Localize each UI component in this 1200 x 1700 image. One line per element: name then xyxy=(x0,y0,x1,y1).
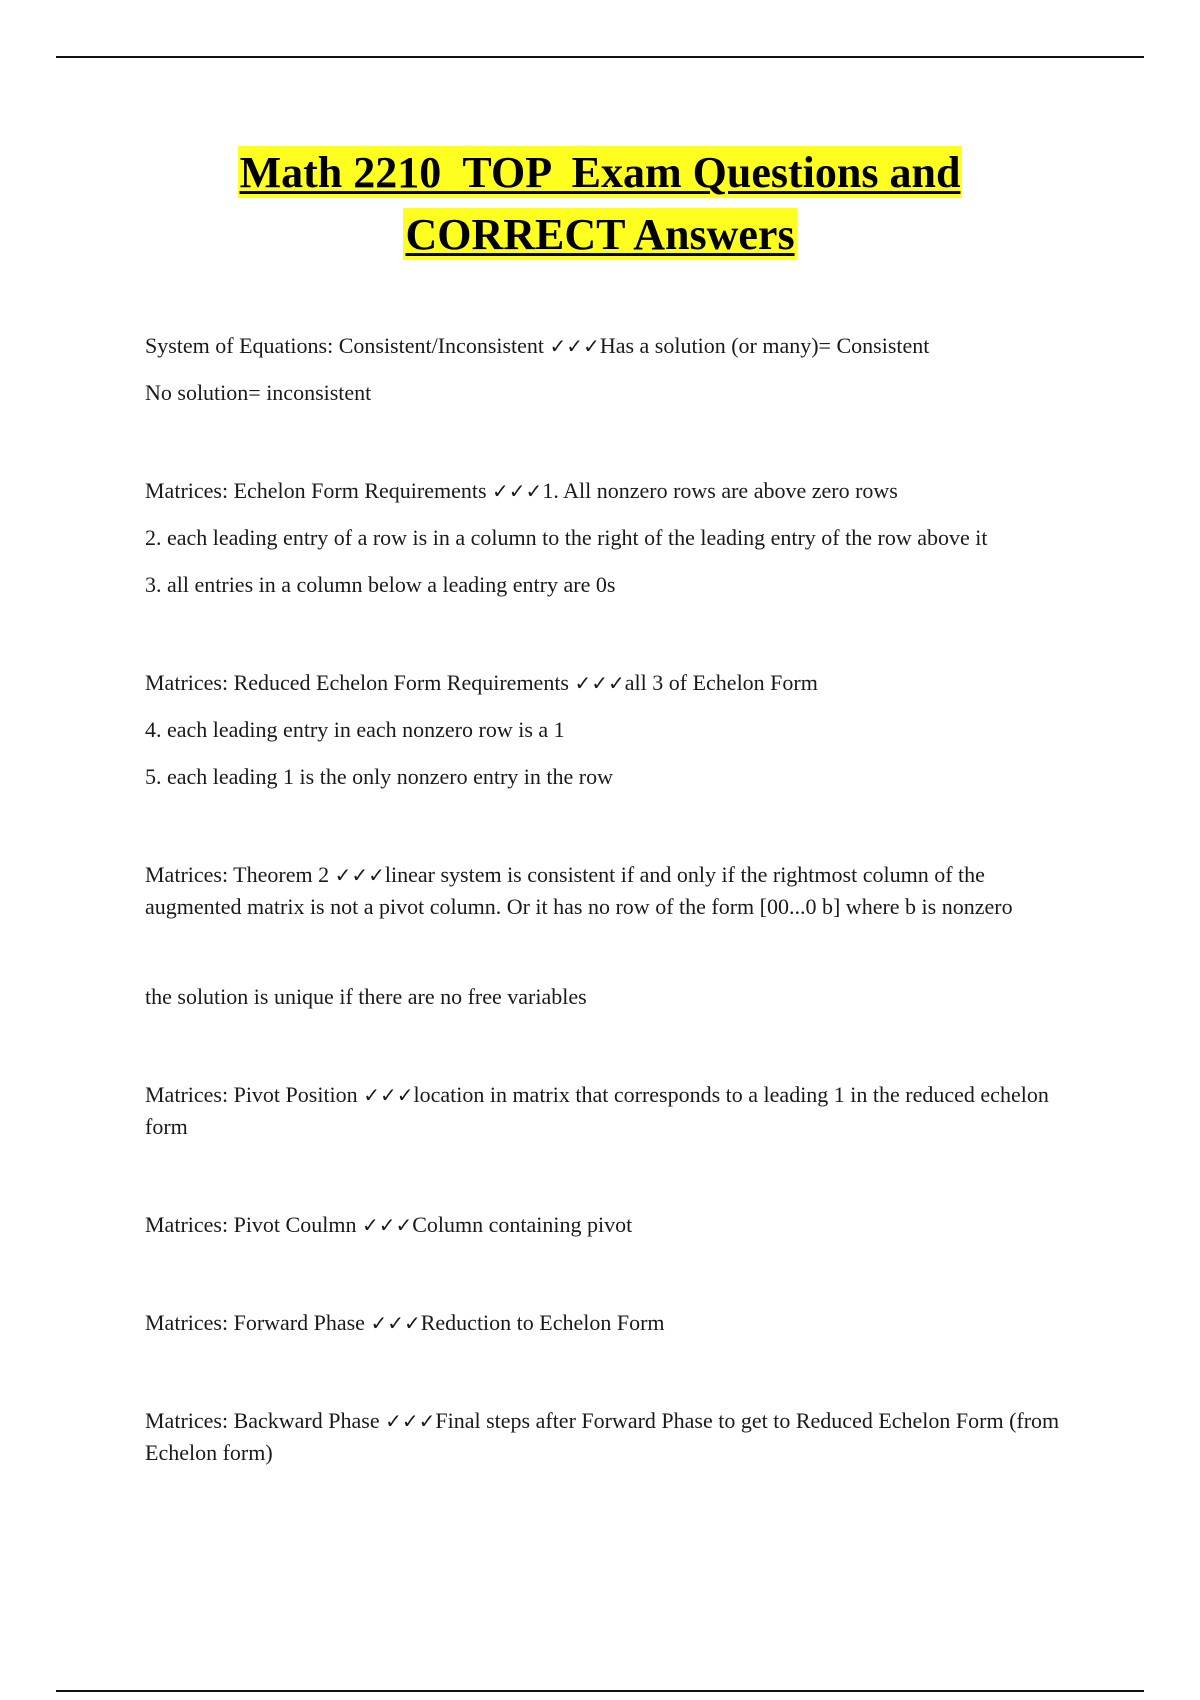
answer-text: 1. All nonzero rows are above zero rows xyxy=(542,478,898,503)
answer-text: Column containing pivot xyxy=(412,1212,633,1237)
check-mark-icon: ✓✓✓ xyxy=(361,1213,413,1237)
answer-text: Final steps after Forward Phase to get to Reduced Echelon Form (from Echelon form) xyxy=(145,1408,1060,1465)
answer-text: all 3 of Echelon Form xyxy=(624,670,818,695)
qa-card xyxy=(145,1307,1060,1339)
footer-rule xyxy=(56,1690,1144,1692)
check-mark-icon: ✓✓✓ xyxy=(334,863,385,887)
question-text: Matrices: Forward Phase xyxy=(145,1310,365,1335)
qa-card xyxy=(145,1209,1060,1241)
answer-continuation: 5. each leading 1 is the only nonzero entry in the row xyxy=(145,764,613,789)
answer-text: location in matrix that corresponds to a leading 1 in the reduced echelon form xyxy=(145,1082,1049,1139)
qa-question-answer xyxy=(145,475,1060,507)
qa-question-answer xyxy=(145,1307,1060,1339)
answer-continuation: No solution= inconsistent xyxy=(145,380,372,405)
check-mark-icon: ✓✓✓ xyxy=(492,479,543,503)
qa-question-answer xyxy=(145,667,1060,699)
answer-continuation: 2. each leading entry of a row is in a column to the right of the leading entry of the row above it xyxy=(145,525,988,550)
check-mark-icon: ✓✓✓ xyxy=(363,1083,414,1107)
question-text: Matrices: Backward Phase xyxy=(145,1408,380,1433)
answer-note: the solution is unique if there are no free variables xyxy=(145,984,587,1009)
qa-card xyxy=(145,859,1060,1013)
qa-question-answer xyxy=(145,1405,1060,1469)
qa-card xyxy=(145,330,1060,409)
header-rule xyxy=(56,56,1144,58)
check-mark-icon: ✓✓✓ xyxy=(549,334,600,358)
qa-list xyxy=(145,330,1060,1469)
question-text: Matrices: Pivot Position xyxy=(145,1082,358,1107)
answer-text: Has a solution (or many)= Consistent xyxy=(599,333,930,358)
qa-card xyxy=(145,1405,1060,1469)
check-mark-icon: ✓✓✓ xyxy=(385,1409,436,1433)
qa-card xyxy=(145,475,1060,601)
qa-question-answer xyxy=(145,1079,1060,1143)
answer-continuation: 3. all entries in a column below a leading entry are 0s xyxy=(145,572,616,597)
title-line-1: Math 2210 TOP Exam Questions and xyxy=(239,148,961,197)
qa-card xyxy=(145,1079,1060,1143)
qa-question-answer xyxy=(145,330,1060,362)
question-text: System of Equations: Consistent/Inconsistent xyxy=(145,333,545,358)
question-text: Matrices: Echelon Form Requirements xyxy=(145,478,487,503)
answer-continuation: 4. each leading entry in each nonzero row is a 1 xyxy=(145,717,565,742)
question-text: Matrices: Reduced Echelon Form Requirements xyxy=(145,670,569,695)
answer-text: linear system is consistent if and only if the rightmost column of the augmented matrix is not a pivot column. Or it has no row of the form [00...0 b] where b is nonzero xyxy=(145,862,1013,919)
check-mark-icon: ✓✓✓ xyxy=(574,671,625,695)
answer-text: Reduction to Echelon Form xyxy=(420,1310,665,1335)
title-line-2: CORRECT Answers xyxy=(405,210,795,259)
qa-question-answer xyxy=(145,859,1060,923)
document-title xyxy=(0,146,1200,260)
question-text: Matrices: Theorem 2 xyxy=(145,862,330,887)
qa-card xyxy=(145,667,1060,793)
check-mark-icon: ✓✓✓ xyxy=(370,1311,421,1335)
question-text: Matrices: Pivot Coulmn xyxy=(145,1212,357,1237)
qa-question-answer xyxy=(145,1209,1060,1241)
